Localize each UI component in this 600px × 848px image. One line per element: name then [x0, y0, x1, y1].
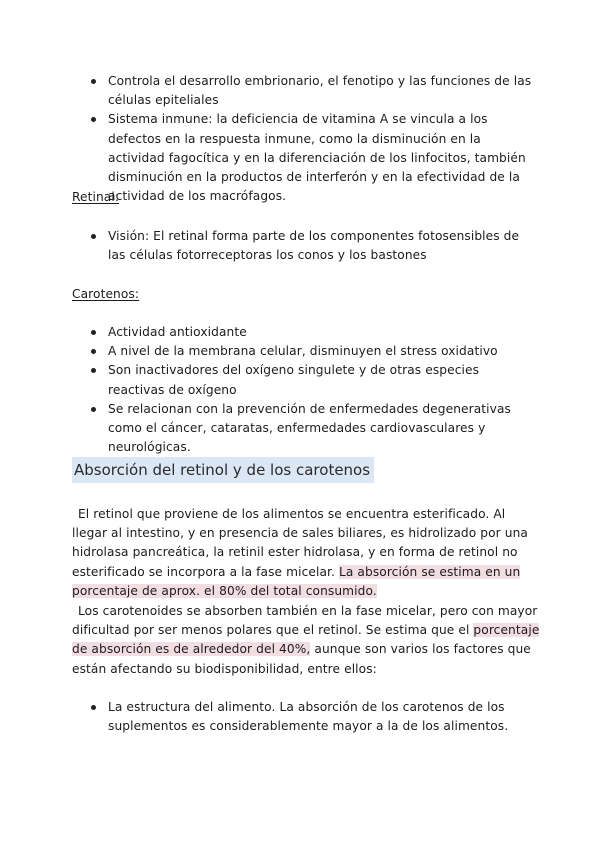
section-heading: Absorción del retinol y de los carotenos — [72, 457, 374, 483]
list-item: Controla el desarrollo embrionario, el fenotipo y las funciones de las células epiteliales — [72, 72, 532, 110]
absorption-factors-list — [72, 698, 532, 736]
highlighted-text: La absorción se estima en un porcentaje de aprox. el 80% del total consumido. — [72, 564, 521, 598]
retinal-list — [72, 227, 532, 265]
list-item: Actividad antioxidante — [72, 323, 532, 342]
list-item: Visión: El retinal forma parte de los componentes fotosensibles de las células fotorreceptoras los conos y los bastones — [72, 227, 532, 265]
paragraph-text: El retinol que proviene de los alimentos se encuentra esterificado. Al llegar al intestino, y en presencia de sales biliares, es hidrolizado por una hidrolasa pancreática, la retinil ester hidrolasa, y en forma de retinol no esterificado se incorpora a la fase micelar. — [72, 507, 528, 579]
carotenos-label: Carotenos: — [72, 287, 140, 301]
highlighted-text: porcentaje de absorción es de alrededor del 40%, — [72, 623, 540, 657]
paragraph-carotenoid-absorption — [72, 602, 542, 679]
list-item: Se relacionan con la prevención de enfermedades degenerativas como el cáncer, cataratas, enfermedades cardiovasculares y neurológicas. — [72, 400, 532, 458]
list-item: A nivel de la membrana celular, disminuyen el stress oxidativo — [72, 342, 532, 361]
list-item: Sistema inmune: la deficiencia de vitamina A se vincula a los defectos en la respuesta inmune, como la disminución en la actividad fagocítica y en la diferenciación de los linfocitos, también disminución en la productos de interferón y en la efectividad de la actividad de los macrófagos. — [72, 110, 532, 206]
paragraph-text: aunque son varios los factores que están afectando su biodisponibilidad, entre ellos: — [72, 642, 531, 676]
retinal-label: Retinal: — [72, 190, 120, 204]
paragraph-retinol-absorption — [72, 505, 542, 601]
paragraph-text: Los carotenoides se absorben también en la fase micelar, pero con mayor dificultad por ser menos polares que el retinol. Se estima que el — [72, 604, 538, 638]
list-item: Son inactivadores del oxígeno singulete y de otras especies reactivas de oxígeno — [72, 361, 532, 399]
list-item: La estructura del alimento. La absorción de los carotenos de los suplementos es considerablemente mayor a la de los alimentos. — [72, 698, 532, 736]
vitamin-a-function-list — [72, 72, 532, 206]
carotenos-list — [72, 323, 532, 457]
